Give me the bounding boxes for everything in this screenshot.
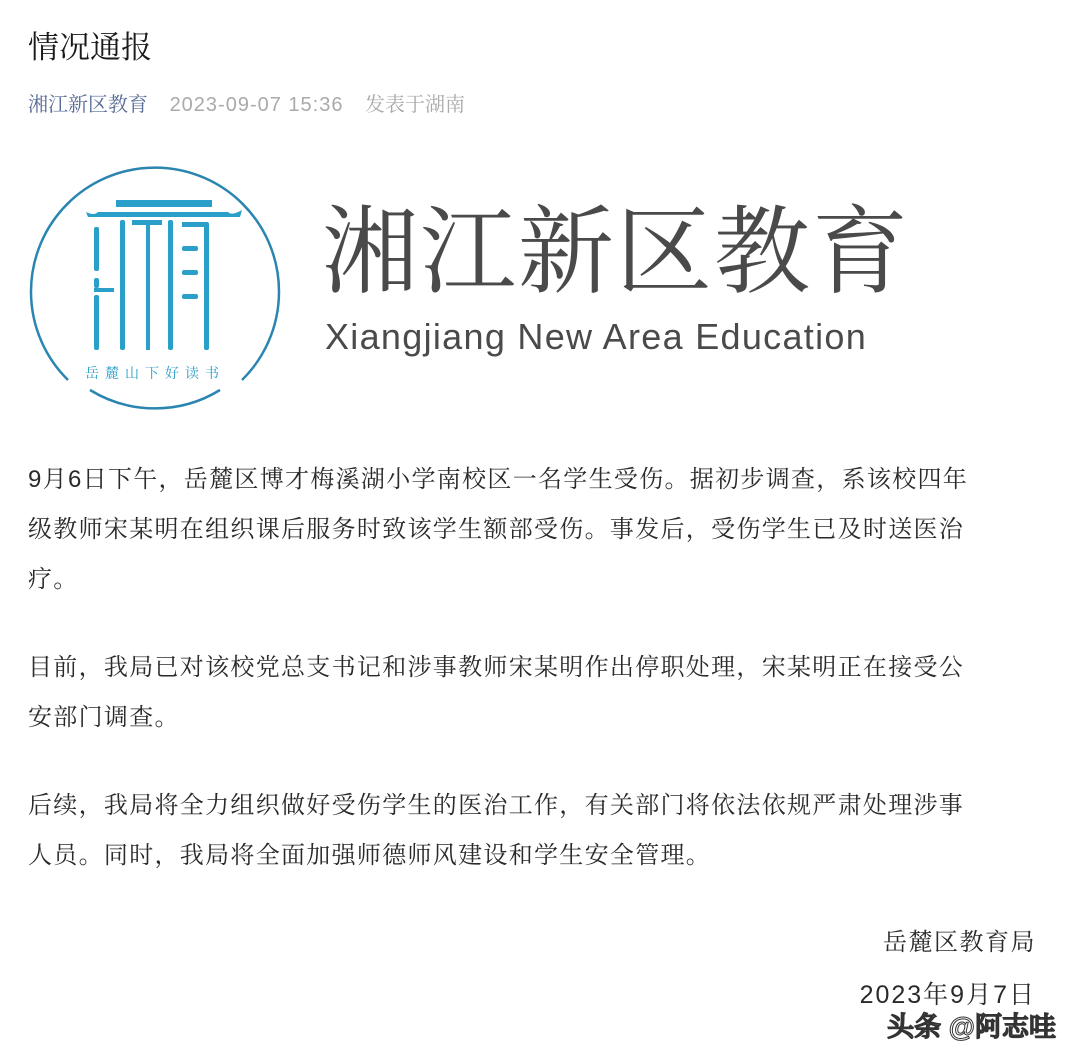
article-meta: [28, 88, 465, 117]
text-line: 疗。: [28, 566, 79, 593]
text-line: 安部门调查。: [28, 704, 180, 731]
watermark: 头条 @阿志哇: [887, 1012, 1056, 1042]
svg-text:岳麓山下好读书: 岳麓山下好读书: [85, 366, 225, 382]
article-title: 情况通报: [28, 30, 152, 65]
paragraph-2: [28, 643, 1058, 743]
signature-date: 2023年9月7日: [859, 981, 1036, 1009]
text-line: 级教师宋某明在组织课后服务时致该学生额部受伤。事发后，受伤学生已及时送医治: [28, 516, 965, 543]
publish-datetime: 2023-09-07 15:36: [169, 94, 344, 116]
xiangjiang-logo-icon: [28, 150, 282, 416]
publish-location: 发表于湖南: [365, 94, 466, 116]
text-line: 9月6日下午，岳麓区博才梅溪湖小学南校区一名学生受伤。据初步调查，系该校四年: [28, 466, 969, 493]
brand-name-chinese: 湘江新区教育: [322, 199, 910, 306]
account-link[interactable]: 湘江新区教育: [28, 94, 148, 116]
paragraph-1: [28, 455, 1058, 605]
text-line: 后续，我局将全力组织做好受伤学生的医治工作，有关部门将依法依规严肃处理涉事: [28, 792, 965, 819]
article-body: [28, 455, 1058, 919]
paragraph-3: [28, 781, 1058, 881]
text-line: 目前，我局已对该校党总支书记和涉事教师宋某明作出停职处理，宋某明正在接受公: [28, 654, 965, 681]
brand-name-english: Xiangjiang New Area Education: [325, 316, 868, 357]
signature-org: 岳麓区教育局: [883, 929, 1036, 956]
text-line: 人员。同时，我局将全面加强师德师风建设和学生安全管理。: [28, 842, 712, 869]
